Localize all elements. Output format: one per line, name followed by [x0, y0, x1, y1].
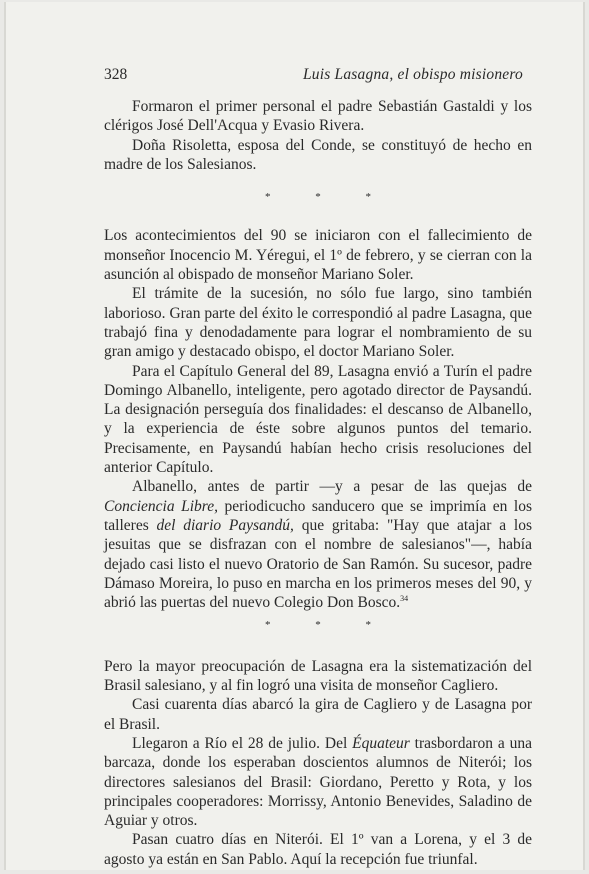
- paragraph: Llegaron a Río el 28 de julio. Del Équateur trasbordaron a una barcaza, donde los esperaban doscientos alumnos de Niterói; los directores salesianos del Brasil: Giordano, Peretto y Rota, y los principales cooperadores: Morrissy, Antonio Benevides, Saladino de Aguiar y otros.: [104, 734, 532, 830]
- paragraph: Formaron el primer personal el padre Sebastián Gastaldi y los clérigos José Dell'Acqua y Evasio Rivera.: [104, 98, 532, 135]
- ship-name: Équateur: [352, 734, 410, 752]
- running-header: [104, 66, 523, 84]
- paragraph: Pero la mayor preocupación de Lasagna era la sistematización del Brasil salesiano, y al fin logró una visita de monseñor Cagliero.: [104, 657, 532, 695]
- paragraph: Albanello, antes de partir —y a pesar de las quejas de Conciencia Libre, periodicucho sanducero que se imprimía en los talleres del diario Paysandú, que gritaba: "Hay que atajar a los jesuitas que se disfrazan con el nombre de salesianos"—, había dejado casi listo el nuevo Oratorio de San Ramón. Su sucesor, padre Dámaso Moreira, lo puso en marcha en los primeros meses del 90, y abrió las puertas del nuevo Colegio Don Bosco.$^{34}$: [104, 478, 532, 612]
- paragraph: Doña Risoletta, esposa del Conde, se constituyó de hecho en madre de los Salesianos.: [104, 136, 532, 173]
- newspaper-title: del diario Paysandú,: [156, 516, 294, 534]
- paragraph: Casi cuarenta días abarcó la gira de Cagliero y de Lasagna por el Brasil.: [104, 696, 532, 733]
- section-separator: * * *: [265, 191, 371, 204]
- footnote-marker: 34: [400, 594, 409, 604]
- page-number: 328: [104, 66, 128, 83]
- book-page: [4, 2, 585, 870]
- paragraph: Pasan cuatro días en Niterói. El 1º van a Lorena, y el 3 de agosto ya están en San Pablo. Aquí la recepción fue triunfal.: [104, 831, 532, 868]
- running-title: Luis Lasagna, el obispo misionero: [302, 66, 523, 83]
- paragraph: El trámite de la sucesión, no sólo fue largo, sino también laborioso. Gran parte del éxito le correspondió al padre Lasagna, que trabajó fina y denodadamente para lograr el nombramiento de su gran amigo y destacado obispo, el doctor Mariano Soler.: [104, 285, 532, 361]
- section-separator: * * *: [265, 619, 371, 632]
- paragraph: Los acontecimientos del 90 se iniciaron con el fallecimiento de monseñor Inocencio M. Yéregui, el 1º de febrero, y se cierran con la asunción al obispado de monseñor Mariano Soler.: [104, 227, 532, 284]
- paragraph: Para el Capítulo General del 89, Lasagna envió a Turín el padre Domingo Albanello, inteligente, pero agotado director de Paysandú. La designación perseguía dos finalidades: el descanso de Albanello, y la experiencia de éste sobre algunos puntos del temario. Precisamente, en Paysandú habían hecho crisis resoluciones del anterior Capítulo.: [104, 362, 532, 477]
- newspaper-title: Conciencia Libre,: [104, 497, 218, 515]
- page-body: [104, 97, 532, 869]
